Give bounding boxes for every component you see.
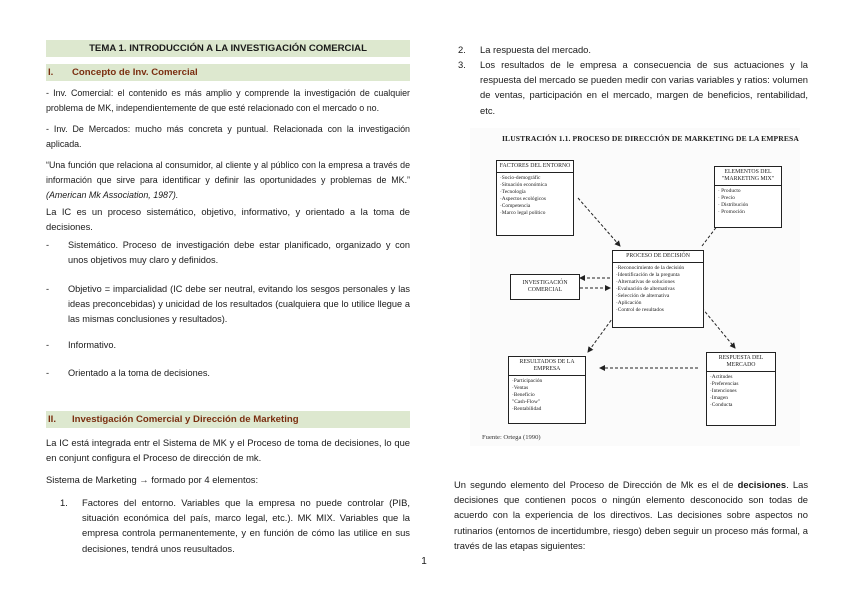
box-item: ·Ventas (512, 385, 529, 391)
box-item: ·Socio-demográfic (500, 175, 541, 181)
bullet-item (46, 366, 410, 382)
paragraph-ic-definition: La IC es un proceso sistemático, objetivo, informativo, y orientado a la toma de decisiones. (46, 206, 410, 233)
bullet-dash: - (46, 284, 50, 294)
box-items (613, 263, 703, 316)
box-item: · Producto (718, 188, 741, 194)
box-title: RESULTADOS DE LA EMPRESA (509, 357, 585, 376)
box-items (715, 186, 781, 218)
section-1-title: Concepto de Inv. Comercial (72, 67, 198, 78)
bullet-text: Orientado a la toma de decisiones. (68, 368, 210, 378)
box-item: ·Preferencias (710, 381, 739, 387)
bullet-text: Sistemático. Proceso de investigación debe estar planificado, organizado y con unos objetivos muy claro y definidos. (68, 240, 410, 266)
bullet-dash: - (46, 340, 50, 350)
box-item: "Cash-Flow" (512, 399, 541, 405)
box-marketing-mix (714, 166, 782, 228)
box-item: ·Conducta (710, 402, 733, 408)
box-item: · Promoción (718, 209, 745, 215)
section-1-heading (46, 64, 410, 81)
box-item: ·Rentabilidad (512, 406, 542, 412)
text-run: Un segundo elemento del Proceso de Dirección de Mk es el de (454, 479, 738, 490)
box-item: · Precio (718, 195, 735, 201)
box-item: ·Participación (512, 378, 543, 384)
section-2-title: Investigación Comercial y Dirección de Marketing (72, 414, 299, 425)
box-title: RESPUESTA DEL MERCADO (707, 353, 775, 372)
bullet-item (46, 238, 410, 270)
box-title: ELEMENTOS DEL "MARKETING MIX" (715, 167, 781, 186)
document-title: TEMA 1. INTRODUCCIÓN A LA INVESTIGACIÓN COMERCIAL (46, 40, 410, 57)
paragraph-inv-mercados: - Inv. De Mercados: mucho más concreta y puntual. Relacionada con la investigación aplicada. (46, 124, 410, 150)
box-proceso-decision (612, 250, 704, 328)
box-item: ·Tecnología (500, 189, 526, 195)
box-item: ·Selección de alternativa (616, 293, 670, 299)
bullet-dash: - (46, 240, 50, 250)
text-run: . Las decisiones que contienen pocos o ningún elemento desconocido son todas de acuerdo con la experiencia de los directivos. Las decisiones sobre aspectos no rutinarios (entornos de incertidumbre, riesgo) deben seguir un proceso más formal, a través de las etapas siguientes: (454, 479, 809, 551)
box-item: ·Actitudes (710, 374, 733, 380)
box-item: ·Aplicación (616, 300, 642, 306)
figure-caption: ILUSTRACIÓN 1.1. PROCESO DE DIRECCIÓN DE MARKETING DE LA EMPRESA (502, 134, 799, 143)
list-number: 2. (458, 44, 466, 55)
paragraph-ic-integrada: La IC está integrada entr el Sistema de MK y el Proceso de toma de decisiones, lo que en conjunt configura el Proceso de dirección de mk. (46, 437, 410, 464)
box-items (509, 376, 585, 415)
list-number: 3. (458, 59, 466, 70)
list-item (458, 42, 808, 58)
list-item (60, 495, 410, 559)
section-1-number: I. (48, 67, 54, 78)
box-title: PROCESO DE DECISIÓN (613, 251, 703, 263)
list-text: La respuesta del mercado. (480, 44, 592, 55)
box-item: ·Aspectos ecológicos (500, 196, 546, 202)
bullet-item (46, 282, 410, 328)
box-factores-entorno (496, 160, 574, 236)
box-item: · Distribución (718, 202, 749, 208)
box-respuesta-mercado (706, 352, 776, 426)
bullet-dash: - (46, 368, 50, 378)
box-item: ·Marco legal político (500, 210, 546, 216)
section-2-number: II. (48, 414, 56, 425)
box-item: ·Control de resultados (616, 307, 664, 313)
quote-ama (46, 158, 410, 204)
figure-source: Fuente: Ortega (1990) (482, 434, 541, 441)
box-items (707, 372, 775, 411)
section-2-heading (46, 411, 410, 428)
bullet-text: Objetivo = imparcialidad (IC debe ser neutral, evitando los sesgos personales y las ideas preconcebidas) y unicidad de los resultados (cualquiera que lo utilice llegue a las mismas conclusiones y resultados). (68, 284, 410, 325)
list-text: Los resultados de le empresa a consecuencia de sus actuaciones y la respuesta del mercado se pueden medir con varias variables y ratios: volumen de ventas, participación en el mercado, margen de beneficios, rentabilidad, etc. (480, 59, 808, 116)
bullet-text: Informativo. (68, 340, 116, 350)
list-number: 1. (60, 497, 68, 508)
box-item: ·Identificación de la pregunta (616, 272, 680, 278)
quote-source: (American Mk Association, 1987). (46, 190, 179, 201)
box-item: ·Reconocimiento de la decisión (616, 265, 685, 271)
box-items (497, 173, 573, 219)
box-item: ·Alternativas de soluciones (616, 279, 675, 285)
box-title: INVESTIGACIÓN COMERCIAL (522, 280, 568, 293)
figure-marketing-process (470, 128, 800, 446)
box-item: ·Competencia (500, 203, 531, 209)
quote-text: “Una función que relaciona al consumidor, al cliente y al público con la empresa a través de información que sirve para identificar y definir las oportunidades y problemas de MK.” (46, 160, 410, 186)
list-text: Factores del entorno. Variables que la empresa no puede controlar (PIB, situación económica del país, marco legal, etc.). MK MIX. Variables que la empresa controla permanentemente, y en función de cómo las utilice en sus decisiones, tendrá unos reusultados. (82, 497, 410, 554)
page-number: 1 (421, 556, 427, 567)
box-title: FACTORES DEL ENTORNO (497, 161, 573, 173)
bullet-item (46, 338, 410, 354)
box-item: ·Beneficio (512, 392, 535, 398)
paragraph-inv-comercial: - Inv. Comercial: el contenido es más amplio y comprende la investigación de cualquier problema de MK, independientemente de que esté relacionado con el mercado o no. (46, 88, 410, 114)
box-item: ·Imagen (710, 395, 728, 401)
box-resultados-empresa (508, 356, 586, 424)
box-item: ·Intenciones (710, 388, 737, 394)
arrow-factores-proceso (578, 198, 620, 246)
bold-term-decisiones: decisiones (737, 479, 787, 490)
list-item (458, 57, 808, 119)
box-item: ·Situación económica (500, 182, 547, 188)
arrow-proceso-respuesta (702, 308, 735, 348)
box-investigacion-comercial (510, 274, 580, 300)
paragraph-sistema-marketing: Sistema de Marketing → formado por 4 elementos: (46, 474, 259, 485)
paragraph-segundo-elemento (454, 477, 808, 553)
box-item: ·Evaluación de alternativas (616, 286, 675, 292)
